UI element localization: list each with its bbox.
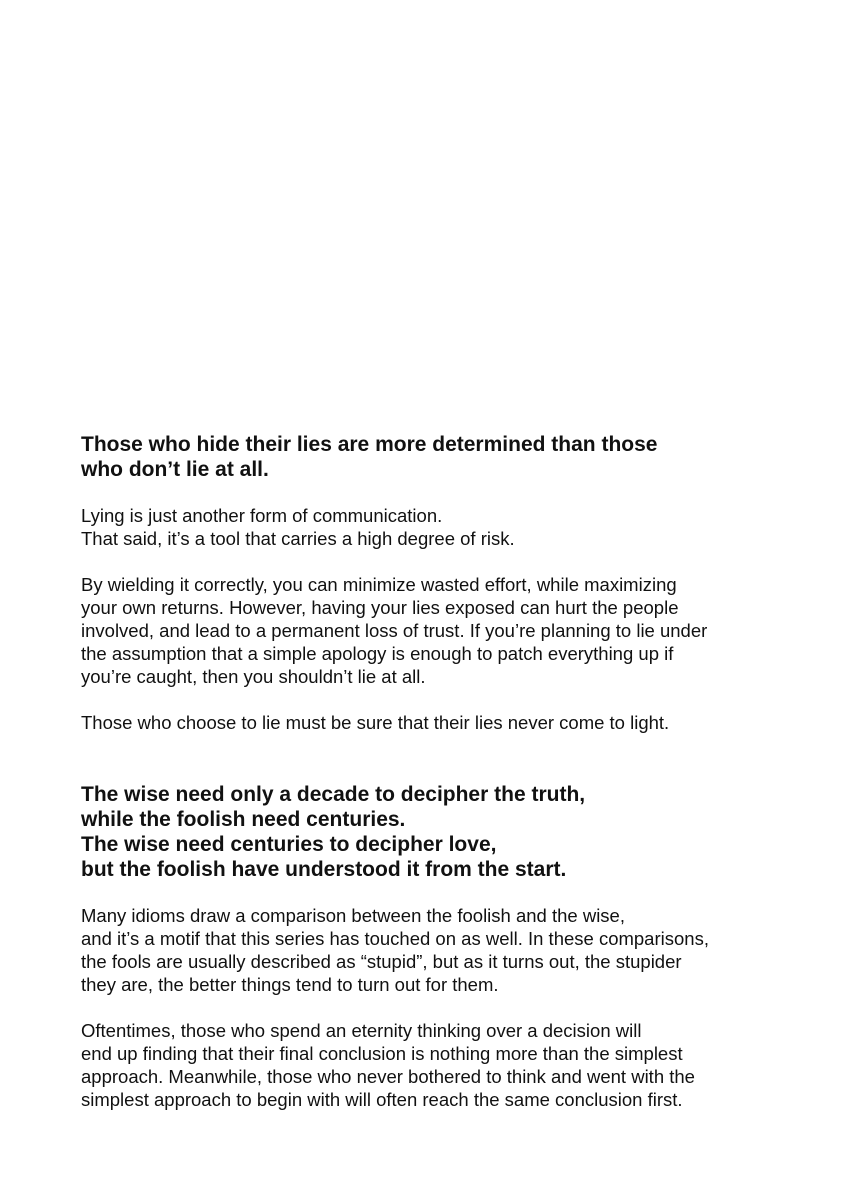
- paragraph-line: your own returns. However, having your lies exposed can hurt the people: [81, 597, 679, 618]
- section-heading: [81, 782, 771, 882]
- paragraph: [81, 573, 771, 688]
- heading-line: while the foolish need centuries.: [81, 808, 406, 831]
- section-wise-and-foolish: [81, 782, 771, 1111]
- paragraph-line: Many idioms draw a comparison between the foolish and the wise,: [81, 905, 625, 926]
- paragraph-line: you’re caught, then you shouldn’t lie at all.: [81, 666, 426, 687]
- paragraph-line: and it’s a motif that this series has touched on as well. In these comparisons,: [81, 928, 709, 949]
- paragraph-line: Oftentimes, those who spend an eternity thinking over a decision will: [81, 1020, 642, 1041]
- section-lies: [81, 432, 771, 734]
- paragraph-line: simplest approach to begin with will often reach the same conclusion first.: [81, 1089, 683, 1110]
- heading-line: who don’t lie at all.: [81, 458, 269, 481]
- paragraph-line: end up finding that their final conclusion is nothing more than the simplest: [81, 1043, 683, 1064]
- paragraph: [81, 904, 771, 996]
- paragraph: [81, 1019, 771, 1111]
- heading-line: Those who hide their lies are more determined than those: [81, 433, 658, 456]
- paragraph-line: Lying is just another form of communication.: [81, 505, 443, 526]
- paragraph-line: the assumption that a simple apology is enough to patch everything up if: [81, 643, 674, 664]
- section-heading: [81, 432, 771, 482]
- paragraph-line: involved, and lead to a permanent loss of trust. If you’re planning to lie under: [81, 620, 708, 641]
- paragraph-line: Those who choose to lie must be sure that their lies never come to light.: [81, 712, 670, 733]
- heading-line: but the foolish have understood it from the start.: [81, 858, 567, 881]
- paragraph-line: approach. Meanwhile, those who never bothered to think and went with the: [81, 1066, 695, 1087]
- heading-line: The wise need centuries to decipher love,: [81, 833, 497, 856]
- paragraph-line: By wielding it correctly, you can minimize wasted effort, while maximizing: [81, 574, 677, 595]
- paragraph: [81, 504, 771, 550]
- paragraph-line: That said, it’s a tool that carries a high degree of risk.: [81, 528, 515, 549]
- paragraph-line: the fools are usually described as “stupid”, but as it turns out, the stupider: [81, 951, 682, 972]
- paragraph-line: they are, the better things tend to turn out for them.: [81, 974, 499, 995]
- heading-line: The wise need only a decade to decipher the truth,: [81, 783, 586, 806]
- paragraph: [81, 711, 771, 734]
